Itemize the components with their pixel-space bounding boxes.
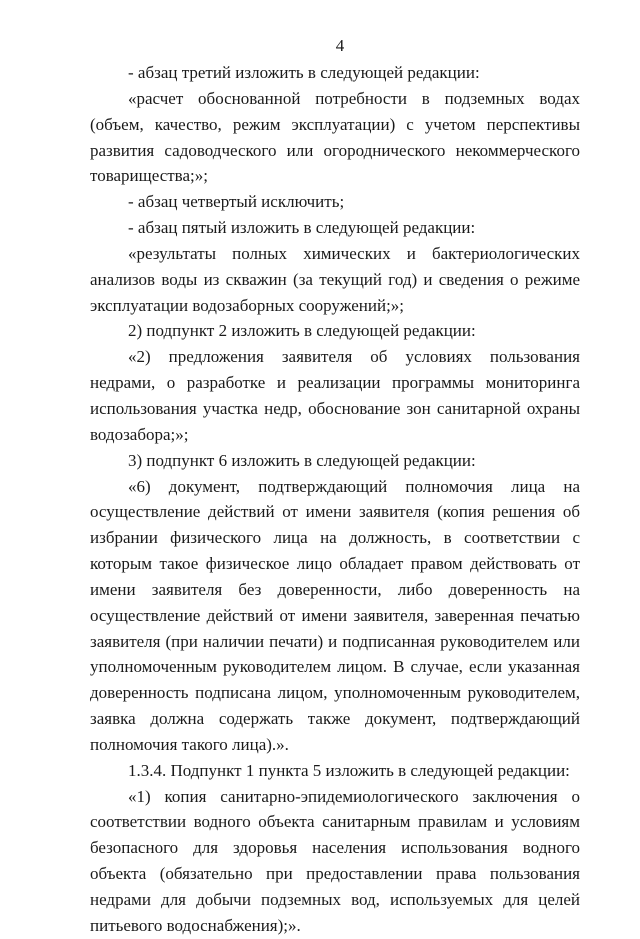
paragraph: «результаты полных химических и бактериологических анализов воды из скважин (за текущий год) и сведения о режиме эксплуатации водозаборных сооружений;»; (90, 243, 580, 315)
paragraph: «2) предложения заявителя об условиях пользования недрами, о разработке и реализации программы мониторинга использования участка недр, обоснование зон санитарной охраны водозабора;»; (90, 347, 580, 444)
paragraph: 2) подпункт 2 изложить в следующей редакции: (128, 321, 476, 341)
paragraph: - абзац третий изложить в следующей редакции: (128, 63, 480, 82)
paragraph: - абзац четвертый исключить; (128, 192, 345, 212)
paragraph: 1.3.4. Подпункт 1 пункта 5 изложить в следующей редакции: (128, 760, 570, 780)
paragraph: «6) документ, подтверждающий полномочия лица на осуществление действий от имени заявителя (копия решения об избрании физического лица на должность, в соответствии с которым такое физическое лицо обладает правом действовать от имени заявителя без доверенности, либо доверенность на осуществление действий от имени заявителя, заверенная печатью заявителя (при наличии печати) и подписанная руководителем или уполномоченным руководителем лицом. В случае, если указанная доверенность подписана лицом, уполномоченным руководителем, заявка должна содержать также документ, подтверждающий полномочия такого лица).». (90, 476, 580, 754)
paragraph: «1) копия санитарно-эпидемиологического заключения о соответствии водного объекта санитарным правилам и условиям безопасного для здоровья населения использования водного объекта (обязательно при предоставлении права пользования недрами для добычи подземных вод, используемых для целей питьевого водоснабжения);». (90, 786, 580, 935)
paragraph: «расчет обоснованной потребности в подземных водах (объем, качество, режим эксплуатации) с учетом перспективы развития садоводческого или огороднического некоммерческого товарищества;»; (90, 88, 580, 186)
page-number: 4 (335, 36, 345, 55)
document-body (90, 60, 580, 939)
paragraph: - абзац пятый изложить в следующей редакции: (128, 218, 476, 238)
paragraph: 3) подпункт 6 изложить в следующей редакции: (128, 450, 476, 470)
